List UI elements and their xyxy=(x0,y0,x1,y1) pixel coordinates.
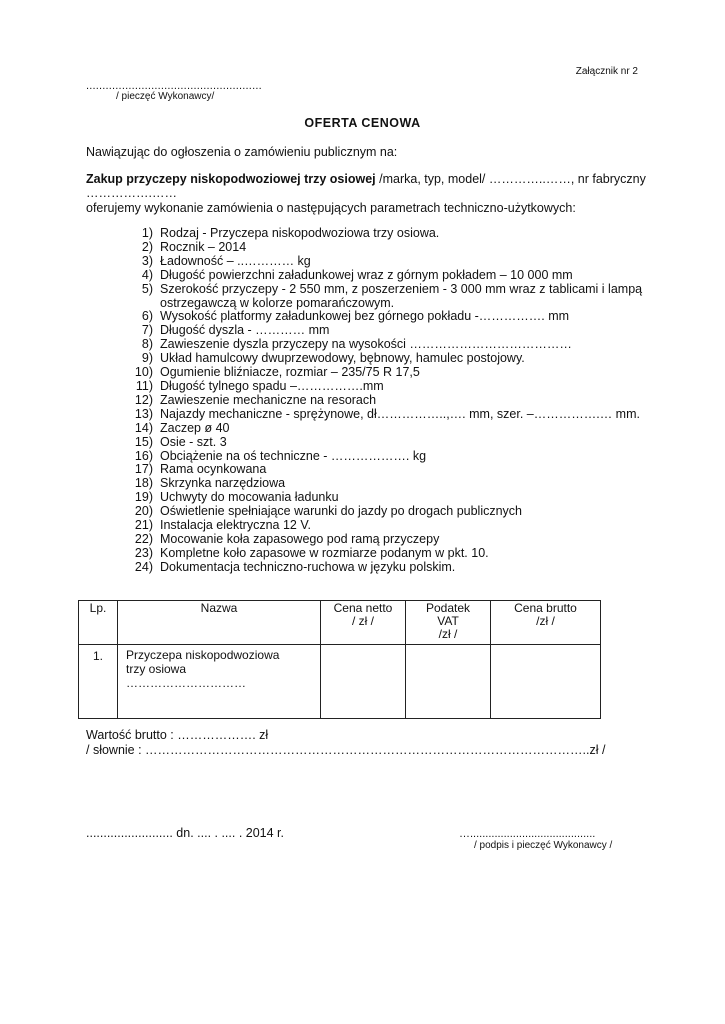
order-subject-details: /marka, typ, model/ …………..……, nr fabryczny xyxy=(375,172,646,186)
list-item xyxy=(131,338,642,352)
list-item-text: ostrzegawczą w kolorze pomarańczowym. xyxy=(160,295,395,310)
order-subject-title: Zakup przyczepy niskopodwoziowej trzy osiowej xyxy=(86,172,376,186)
list-item-text: Uchwyty do mocowania ładunku xyxy=(160,490,339,505)
list-item xyxy=(131,547,642,561)
list-item-text: Osie - szt. 3 xyxy=(160,434,227,449)
list-item-text: Szerokość przyczepy - 2 550 mm, z poszerzeniem - 3 000 mm wraz z tablicami i lampą xyxy=(160,281,643,296)
list-item xyxy=(131,408,642,422)
list-item-text: Najazdy mechaniczne - sprężynowe, dł……………..,…. mm, szer. –…………….… mm. xyxy=(160,406,640,421)
row-lp: 1. xyxy=(79,645,118,719)
list-item xyxy=(131,380,642,394)
row-name: Przyczepa niskopodwoziowa trzy osiowa ………………………… xyxy=(118,645,321,719)
list-item-number: 21) xyxy=(134,518,153,533)
list-item-number: 19) xyxy=(134,490,153,505)
list-item-number: 8) xyxy=(141,337,153,352)
list-item-text: Rama ocynkowana xyxy=(160,462,267,477)
list-item xyxy=(131,561,642,575)
header-vat: Podatek VAT /zł / xyxy=(406,601,491,645)
list-item-text: Kompletne koło zapasowe w rozmiarze podanym w pkt. 10. xyxy=(160,545,489,560)
list-item-number: 24) xyxy=(134,559,153,574)
list-item-number: 2) xyxy=(141,239,153,254)
list-item-text: Mocowanie koła zapasowego pod ramą przyczepy xyxy=(160,531,440,546)
list-item xyxy=(131,533,642,547)
list-item xyxy=(131,352,642,366)
list-item-text: Zawieszenie dyszla przyczepy na wysokości ………………………………… xyxy=(160,337,572,352)
list-item xyxy=(131,310,642,324)
list-item-text: Instalacja elektryczna 12 V. xyxy=(160,518,312,533)
list-item-text: Długość powierzchni załadunkowej wraz z górnym pokładem – 10 000 mm xyxy=(160,267,573,282)
list-item-text: Układ hamulcowy dwuprzewodowy, bębnowy, hamulec postojowy. xyxy=(160,351,525,366)
offer-statement: oferujemy wykonanie zamówienia o następujących parametrach techniczno-użytkowych: xyxy=(86,201,576,215)
list-item-number: 23) xyxy=(134,545,153,560)
list-item-number: 1) xyxy=(141,226,153,240)
list-item xyxy=(131,366,642,380)
list-item-text: Rodzaj - Przyczepa niskopodwoziowa trzy osiowa. xyxy=(160,226,440,240)
list-item-number: 17) xyxy=(134,462,153,477)
list-item xyxy=(131,297,642,311)
list-item-number: 20) xyxy=(134,504,153,519)
list-item-text: Zaczep ø 40 xyxy=(160,420,230,435)
list-item xyxy=(131,283,642,297)
header-gross-price: Cena brutto /zł / xyxy=(491,601,601,645)
row-vat[interactable] xyxy=(406,645,491,719)
list-item-number: 5) xyxy=(141,281,153,296)
list-item-text: Rocznik – 2014 xyxy=(160,239,247,254)
list-item-number: 16) xyxy=(134,448,153,463)
amount-in-words-line: / słownie : ……………………………………………………………………………………………..zł / xyxy=(86,743,606,757)
intro-text: Nawiązując do ogłoszenia o zamówieniu publicznym na: xyxy=(86,145,398,159)
list-item-text: Długość tylnego spadu –…………….mm xyxy=(160,378,384,393)
list-item xyxy=(131,241,642,255)
list-item-number: 6) xyxy=(141,309,153,324)
list-item xyxy=(131,324,642,338)
list-item-number: 9) xyxy=(141,351,153,366)
list-item xyxy=(131,505,642,519)
list-item xyxy=(131,227,642,241)
list-item xyxy=(131,269,642,283)
list-item-text: Ładowność – ..………… kg xyxy=(160,253,311,268)
list-item xyxy=(131,422,642,436)
serial-number-dots: …………….…… xyxy=(86,186,177,200)
header-net-price: Cena netto / zł / xyxy=(321,601,406,645)
list-item-number: 22) xyxy=(134,531,153,546)
contractor-stamp-label: / pieczęć Wykonawcy/ xyxy=(116,91,215,102)
header-name: Nazwa xyxy=(118,601,321,645)
list-item-number: 14) xyxy=(134,420,153,435)
list-item-number: 13) xyxy=(134,406,153,421)
list-item xyxy=(131,255,642,269)
row-gross-price[interactable] xyxy=(491,645,601,719)
header-lp: Lp. xyxy=(79,601,118,645)
list-item-text: Długość dyszla - ………… mm xyxy=(160,323,330,338)
list-item-number: 18) xyxy=(134,476,153,491)
contractor-stamp-dots: ...................................................... xyxy=(86,80,262,92)
list-item-number: 11) xyxy=(135,378,153,393)
list-item xyxy=(131,519,642,533)
list-item-number: 15) xyxy=(134,434,153,449)
list-item xyxy=(131,477,642,491)
list-item-text: Obciążenie na oś techniczne - ………………. kg xyxy=(160,448,427,463)
list-item-text: Skrzynka narzędziowa xyxy=(160,476,286,491)
list-item-text: Oświetlenie spełniające warunki do jazdy po drogach publicznych xyxy=(160,504,523,519)
date-line: ......................... dn. .... . .... . 2014 r. xyxy=(86,826,284,840)
table-row xyxy=(79,645,601,719)
list-item-number: 12) xyxy=(134,392,153,407)
row-net-price[interactable] xyxy=(321,645,406,719)
list-item xyxy=(131,450,642,464)
parameters-list xyxy=(131,227,642,575)
document-title: OFERTA CENOWA xyxy=(304,116,421,130)
list-item-number: 3) xyxy=(141,253,153,268)
list-item-text: Wysokość platformy załadunkowej bez górnego pokładu -……………. mm xyxy=(160,309,570,324)
list-item xyxy=(131,436,642,450)
list-item xyxy=(131,394,642,408)
list-item-text: Ogumienie bliźniacze, rozmiar – 235/75 R 17,5 xyxy=(160,365,420,380)
list-item-number: 7) xyxy=(141,323,153,338)
signature-label: / podpis i pieczęć Wykonawcy / xyxy=(474,840,613,851)
list-item xyxy=(131,463,642,477)
gross-value-line: Wartość brutto : ………………. zł xyxy=(86,728,269,742)
list-item-number: 10) xyxy=(134,365,153,380)
list-item-text: Zawieszenie mechaniczne na resorach xyxy=(160,392,377,407)
list-item xyxy=(131,491,642,505)
attachment-label: Załącznik nr 2 xyxy=(575,66,638,77)
signature-dots: …......................................... xyxy=(459,828,596,840)
order-subject xyxy=(86,172,646,186)
list-item-text: Dokumentacja techniczno-ruchowa w języku polskim. xyxy=(160,559,456,574)
table-header-row xyxy=(79,601,601,645)
list-item-number: 4) xyxy=(141,267,153,282)
price-table xyxy=(78,600,601,719)
